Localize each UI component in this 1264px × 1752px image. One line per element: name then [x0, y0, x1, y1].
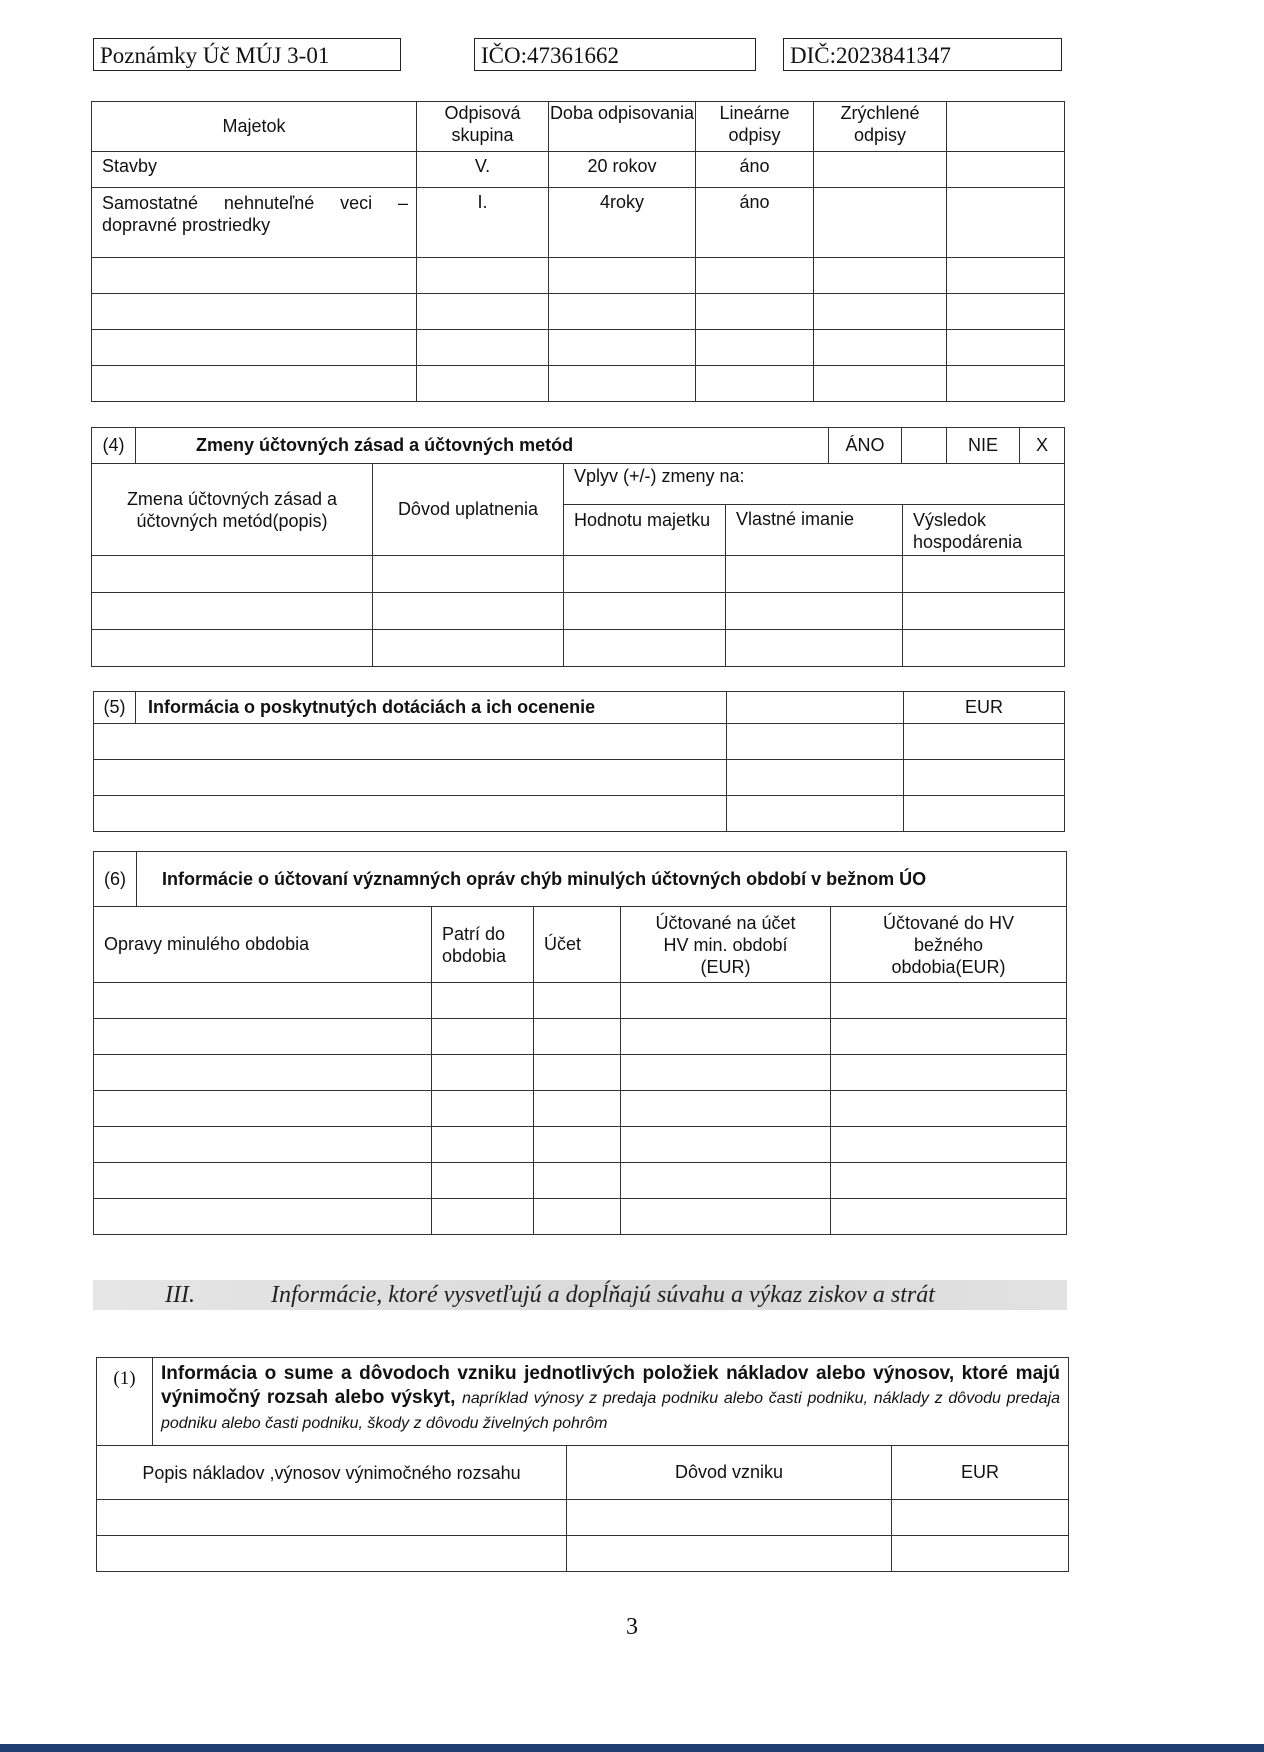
- section6-title: Informácie o účtovaní významných opráv chýb minulých účtovných období v bežnom ÚO: [162, 869, 927, 889]
- row-vehicles-period: 4roky: [549, 188, 696, 258]
- header-linearne-odpisy: Lineárne odpisy: [696, 102, 814, 152]
- empty-cell: [534, 1199, 621, 1235]
- empty-cell: [417, 294, 549, 330]
- empty-cell: [814, 366, 947, 402]
- empty-cell: [727, 692, 904, 724]
- section4-no-checkbox[interactable]: X: [1020, 428, 1065, 464]
- row-stavby-extra: [947, 152, 1065, 188]
- empty-cell: [94, 1163, 432, 1199]
- empty-cell: [92, 593, 373, 630]
- empty-cell: [814, 258, 947, 294]
- page-number: 3: [626, 1614, 638, 1640]
- empty-cell: [564, 556, 726, 593]
- empty-cell: [94, 724, 727, 760]
- empty-cell: [534, 1019, 621, 1055]
- section4-table: [91, 463, 1065, 667]
- empty-cell: [892, 1500, 1069, 1536]
- empty-cell: [92, 330, 417, 366]
- empty-cell: [903, 556, 1065, 593]
- section-iii-1-table: [96, 1357, 1069, 1572]
- section-iii-1-title-bold: Informácia o sume a dôvodoch vzniku jednotlivých položiek nákladov alebo výnosov, ktoré majú výnimočný rozsah alebo výskyt,: [161, 1363, 1061, 1408]
- section4-col-impact: Vplyv (+/-) zmeny na:: [564, 464, 1065, 505]
- empty-cell: [696, 330, 814, 366]
- empty-cell: [373, 630, 564, 667]
- empty-cell: [621, 1019, 831, 1055]
- empty-cell: [97, 1536, 567, 1572]
- empty-cell: [564, 593, 726, 630]
- empty-cell: [432, 983, 534, 1019]
- empty-cell: [567, 1536, 892, 1572]
- section5-number: (5): [94, 692, 136, 724]
- section-iii-1-title: [153, 1358, 1069, 1446]
- empty-cell: [567, 1500, 892, 1536]
- empty-cell: [373, 593, 564, 630]
- empty-cell: [549, 330, 696, 366]
- section4-yes-label: ÁNO: [829, 428, 902, 464]
- header-majetok: Majetok: [92, 102, 417, 152]
- section6-col-current: Účtované do HV bežného obdobia(EUR): [831, 907, 1067, 983]
- dic-number: DIČ:2023841347: [790, 43, 951, 68]
- empty-cell: [892, 1536, 1069, 1572]
- row-vehicles-asset: Samostatné nehnuteľné veci – dopravné prostriedky: [92, 188, 417, 258]
- section4-col-reason: Dôvod uplatnenia: [373, 464, 564, 556]
- empty-cell: [831, 1199, 1067, 1235]
- section4-col-equity: Vlastné imanie: [726, 505, 903, 556]
- section6-col-account: Účet: [534, 907, 621, 983]
- empty-cell: [696, 258, 814, 294]
- dic-box: [783, 38, 1062, 71]
- empty-cell: [947, 258, 1065, 294]
- section5-currency: EUR: [904, 692, 1065, 724]
- section4-title-bar: [91, 427, 1065, 464]
- empty-cell: [92, 556, 373, 593]
- section6-col-prev: Účtované na účet HV min. období (EUR): [621, 907, 831, 983]
- empty-cell: [432, 1055, 534, 1091]
- empty-cell: [903, 630, 1065, 667]
- section5-title: Informácia o poskytnutých dotáciách a ich ocenenie: [136, 692, 727, 724]
- empty-cell: [97, 1500, 567, 1536]
- empty-cell: [904, 724, 1065, 760]
- empty-cell: [94, 983, 432, 1019]
- section4-col-result: Výsledok hospodárenia: [903, 505, 1065, 556]
- section6-col-corrections: Opravy minulého obdobia: [94, 907, 432, 983]
- section6-title-row: [94, 852, 1067, 907]
- empty-cell: [417, 258, 549, 294]
- empty-cell: [549, 366, 696, 402]
- empty-cell: [621, 1163, 831, 1199]
- row-vehicles-group: I.: [417, 188, 549, 258]
- empty-cell: [94, 1091, 432, 1127]
- empty-cell: [727, 760, 904, 796]
- empty-cell: [94, 1199, 432, 1235]
- section-iii-1-title-italic: napríklad výnosy z predaja podniku alebo časti podniku, náklady z dôvodu predaja podniku alebo časti podniku, škody z dôvodu živelných pohrôm: [161, 1390, 1061, 1432]
- empty-cell: [432, 1091, 534, 1127]
- empty-cell: [94, 1055, 432, 1091]
- section4-no-label: NIE: [947, 428, 1020, 464]
- section4-col-change: Zmena účtovných zásad a účtovných metód(popis): [92, 464, 373, 556]
- empty-cell: [564, 630, 726, 667]
- row-vehicles-accelerated: [814, 188, 947, 258]
- section-iii-1-col-eur: EUR: [892, 1446, 1069, 1500]
- empty-cell: [94, 796, 727, 832]
- section6-table: [93, 851, 1067, 1235]
- empty-cell: [534, 983, 621, 1019]
- empty-cell: [831, 1019, 1067, 1055]
- section-iii-title: Informácie, ktoré vysvetľujú a dopĺňajú súvahu a výkaz ziskov a strát: [271, 1282, 935, 1308]
- empty-cell: [621, 1199, 831, 1235]
- empty-cell: [947, 294, 1065, 330]
- empty-cell: [814, 330, 947, 366]
- empty-cell: [831, 1163, 1067, 1199]
- empty-cell: [432, 1199, 534, 1235]
- empty-cell: [534, 1055, 621, 1091]
- header-blank: [947, 102, 1065, 152]
- empty-cell: [92, 630, 373, 667]
- row-vehicles-extra: [947, 188, 1065, 258]
- empty-cell: [831, 983, 1067, 1019]
- empty-cell: [432, 1019, 534, 1055]
- section4-yes-checkbox[interactable]: [902, 428, 947, 464]
- empty-cell: [94, 1019, 432, 1055]
- row-stavby-asset: Stavby: [92, 152, 417, 188]
- header-doba-odpisovania: Doba odpisovania: [549, 102, 696, 152]
- section4-title: Zmeny účtovných zásad a účtovných metód: [136, 428, 829, 464]
- doc-label: Poznámky Úč MÚJ 3-01: [100, 43, 330, 68]
- empty-cell: [92, 366, 417, 402]
- row-vehicles-linear: áno: [696, 188, 814, 258]
- empty-cell: [904, 796, 1065, 832]
- section4-col-asset: Hodnotu majetku: [564, 505, 726, 556]
- row-stavby-period: 20 rokov: [549, 152, 696, 188]
- empty-cell: [727, 724, 904, 760]
- empty-cell: [621, 1091, 831, 1127]
- empty-cell: [432, 1163, 534, 1199]
- empty-cell: [621, 1055, 831, 1091]
- empty-cell: [831, 1127, 1067, 1163]
- row-stavby-group: V.: [417, 152, 549, 188]
- row-stavby-accelerated: [814, 152, 947, 188]
- empty-cell: [621, 983, 831, 1019]
- section-iii-roman: III.: [165, 1282, 195, 1308]
- section-iii-1-col-reason: Dôvod vzniku: [567, 1446, 892, 1500]
- empty-cell: [904, 760, 1065, 796]
- empty-cell: [534, 1127, 621, 1163]
- empty-cell: [947, 366, 1065, 402]
- empty-cell: [92, 294, 417, 330]
- row-stavby-linear: áno: [696, 152, 814, 188]
- section-iii-1-number: (1): [97, 1358, 153, 1446]
- empty-cell: [417, 366, 549, 402]
- empty-cell: [831, 1091, 1067, 1127]
- empty-cell: [814, 294, 947, 330]
- header-odpisova-skupina: Odpisová skupina: [417, 102, 549, 152]
- header-zrychlene-odpisy: Zrýchlené odpisy: [814, 102, 947, 152]
- empty-cell: [696, 294, 814, 330]
- empty-cell: [534, 1163, 621, 1199]
- section-iii-1-col-desc: Popis nákladov ,výnosov výnimočného rozsahu: [97, 1446, 567, 1500]
- empty-cell: [903, 593, 1065, 630]
- bottom-border: [0, 1744, 1264, 1752]
- section6-col-period: Patrí do obdobia: [432, 907, 534, 983]
- empty-cell: [726, 556, 903, 593]
- empty-cell: [92, 258, 417, 294]
- section4-number: (4): [92, 428, 136, 464]
- empty-cell: [727, 796, 904, 832]
- section5-table: [93, 691, 1065, 832]
- ico-number: IČO:47361662: [481, 43, 619, 68]
- empty-cell: [534, 1091, 621, 1127]
- empty-cell: [432, 1127, 534, 1163]
- empty-cell: [94, 760, 727, 796]
- empty-cell: [621, 1127, 831, 1163]
- section6-number: (6): [94, 852, 137, 906]
- empty-cell: [726, 630, 903, 667]
- empty-cell: [373, 556, 564, 593]
- ico-box: [474, 38, 756, 71]
- empty-cell: [94, 1127, 432, 1163]
- empty-cell: [549, 294, 696, 330]
- empty-cell: [549, 258, 696, 294]
- section-iii-heading: [93, 1280, 1067, 1310]
- empty-cell: [696, 366, 814, 402]
- empty-cell: [947, 330, 1065, 366]
- empty-cell: [726, 593, 903, 630]
- empty-cell: [831, 1055, 1067, 1091]
- depreciation-table: [91, 101, 1065, 402]
- doc-label-box: [93, 38, 401, 71]
- empty-cell: [417, 330, 549, 366]
